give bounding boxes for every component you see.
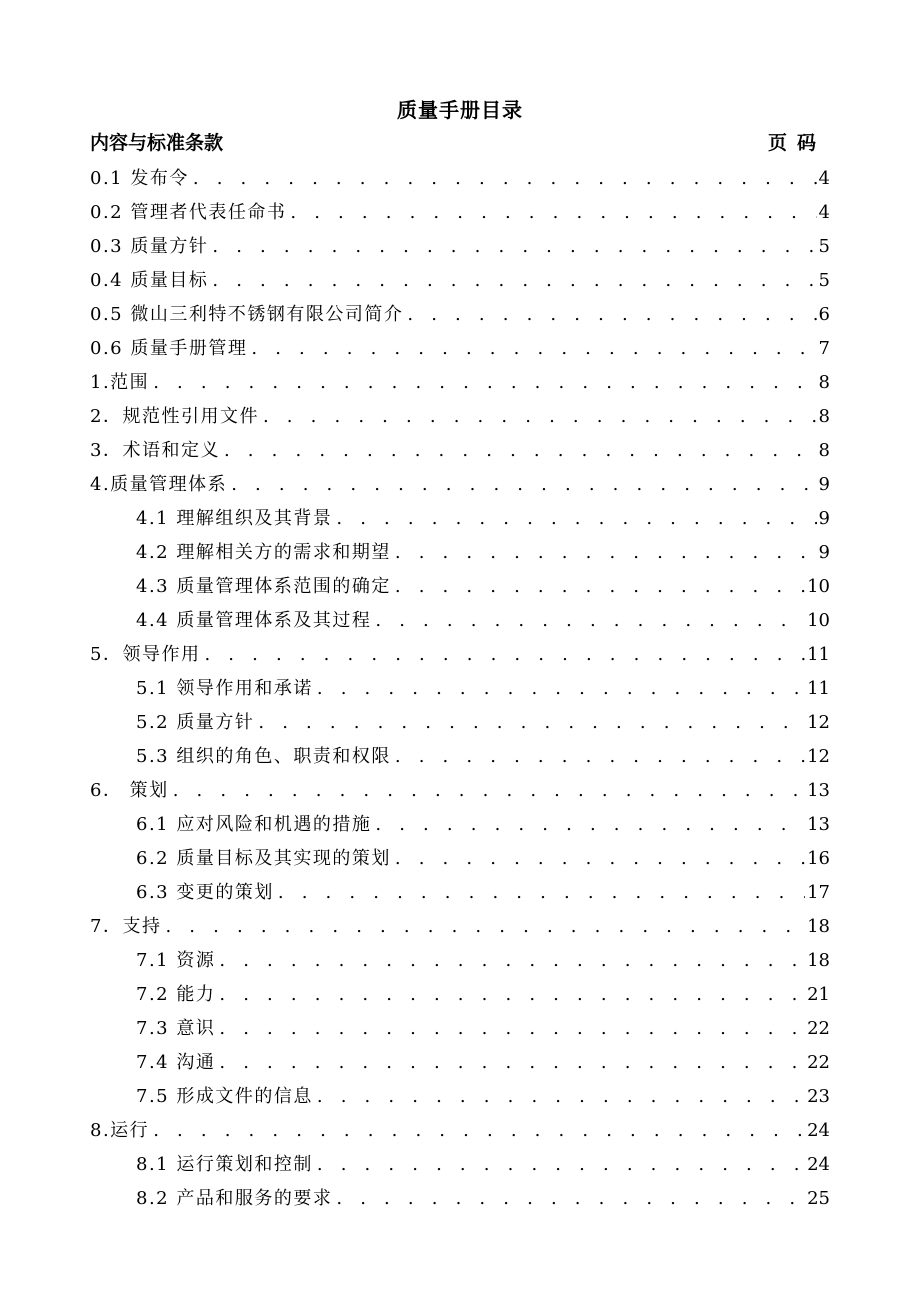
toc-entry[interactable] (90, 910, 830, 944)
toc-entry[interactable] (90, 842, 830, 876)
toc-header-content: 内容与标准条款 (90, 132, 224, 154)
toc-dot-leader (391, 570, 805, 604)
toc-dot-leader (189, 162, 817, 196)
toc-dot-leader (215, 978, 805, 1012)
toc-entry-label: 6.1 应对风险和机遇的措施 (136, 814, 372, 835)
toc-entry[interactable] (90, 944, 830, 978)
toc-entry-label: 8.1 运行策划和控制 (136, 1154, 313, 1175)
toc-entry-label: 8.2 产品和服务的要求 (136, 1188, 333, 1209)
toc-dot-leader (371, 808, 805, 842)
toc-dot-leader (161, 910, 805, 944)
toc-entry-page-number: 21 (807, 984, 830, 1005)
toc-dot-leader (220, 434, 817, 468)
toc-entry-page-number: 17 (807, 882, 830, 903)
toc-entry-label: 5．领导作用 (90, 644, 201, 665)
toc-entry-page-number: 13 (807, 780, 830, 801)
toc-entry[interactable] (90, 536, 830, 570)
toc-entry-label: 4.1 理解组织及其背景 (136, 508, 333, 529)
toc-dot-leader (313, 672, 805, 706)
toc-dot-leader (208, 264, 816, 298)
toc-entry-page-number: 9 (818, 508, 830, 529)
toc-dot-leader (259, 400, 817, 434)
toc-entry[interactable] (90, 740, 830, 774)
toc-entry[interactable] (90, 366, 830, 400)
toc-entry-label: 0.1 发布令 (90, 168, 189, 189)
toc-entry-label: 7.1 资源 (136, 950, 216, 971)
toc-dot-leader (215, 944, 805, 978)
toc-entry-page-number: 23 (807, 1086, 830, 1107)
toc-entry-page-number: 24 (807, 1120, 830, 1141)
toc-entry[interactable] (90, 264, 830, 298)
toc-entry[interactable] (90, 196, 830, 230)
toc-dot-leader (149, 1114, 805, 1148)
toc-entry[interactable] (90, 604, 830, 638)
toc-dot-leader (149, 366, 816, 400)
toc-entry-label: 2．规范性引用文件 (90, 406, 259, 427)
toc-entry-page-number: 11 (807, 644, 830, 665)
toc-entry[interactable] (90, 638, 830, 672)
toc-dot-leader (208, 230, 816, 264)
toc-dot-leader (391, 842, 805, 876)
toc-header-page: 页码 (767, 132, 826, 154)
toc-entry-label: 8.运行 (90, 1120, 150, 1141)
toc-entry[interactable] (90, 230, 830, 264)
toc-entry[interactable] (90, 468, 830, 502)
toc-entry-page-number: 5 (818, 270, 830, 291)
toc-entry-page-number: 24 (807, 1154, 830, 1175)
toc-dot-leader (403, 298, 816, 332)
toc-entry[interactable] (90, 1012, 830, 1046)
toc-dot-leader (313, 1148, 805, 1182)
toc-entry[interactable] (90, 672, 830, 706)
toc-dot-leader (313, 1080, 805, 1114)
toc-entry[interactable] (90, 1046, 830, 1080)
toc-entry-page-number: 9 (818, 542, 830, 563)
toc-dot-leader (215, 1012, 805, 1046)
toc-entry-page-number: 6 (818, 304, 830, 325)
toc-entry-label: 7．支持 (90, 916, 162, 937)
toc-entry-page-number: 7 (818, 338, 830, 359)
toc-entry-page-number: 25 (807, 1188, 830, 1209)
toc-dot-leader (247, 332, 816, 366)
toc-entry-page-number: 12 (807, 746, 830, 767)
toc-entry-label: 0.6 质量手册管理 (90, 338, 248, 359)
toc-entry[interactable] (90, 298, 830, 332)
toc-entry[interactable] (90, 808, 830, 842)
toc-entry-label: 7.3 意识 (136, 1018, 216, 1039)
toc-entry-label: 7.5 形成文件的信息 (136, 1086, 313, 1107)
toc-entry[interactable] (90, 434, 830, 468)
toc-entry-page-number: 22 (807, 1052, 830, 1073)
toc-dot-leader (371, 604, 805, 638)
toc-entry-page-number: 9 (818, 474, 830, 495)
toc-dot-leader (227, 468, 816, 502)
toc-entry-page-number: 10 (807, 610, 830, 631)
toc-entry-label: 0.2 管理者代表任命书 (90, 202, 287, 223)
toc-entry-page-number: 8 (818, 372, 830, 393)
toc-entry-label: 7.4 沟通 (136, 1052, 216, 1073)
toc-entry[interactable] (90, 1182, 830, 1216)
toc-entry[interactable] (90, 400, 830, 434)
toc-entry-label: 0.3 质量方针 (90, 236, 209, 257)
toc-dot-leader (200, 638, 805, 672)
toc-entry[interactable] (90, 706, 830, 740)
toc-entry-label: 1.范围 (90, 372, 150, 393)
toc-entry[interactable] (90, 502, 830, 536)
toc-entry-label: 5.2 质量方针 (136, 712, 255, 733)
toc-entry-label: 4.2 理解相关方的需求和期望 (136, 542, 391, 563)
toc-dot-leader (254, 706, 805, 740)
toc-entry-label: 3．术语和定义 (90, 440, 220, 461)
toc-entry-label: 5.1 领导作用和承诺 (136, 678, 313, 699)
toc-entry[interactable] (90, 876, 830, 910)
toc-dot-leader (169, 774, 805, 808)
toc-dot-leader (332, 1182, 805, 1216)
toc-entry-page-number: 11 (807, 678, 830, 699)
toc-entry[interactable] (90, 1148, 830, 1182)
toc-dot-leader (391, 740, 805, 774)
table-of-contents (90, 162, 830, 1216)
toc-entry-page-number: 4 (818, 202, 830, 223)
toc-entry[interactable] (90, 332, 830, 366)
toc-dot-leader (274, 876, 805, 910)
toc-header (90, 128, 826, 156)
toc-entry-page-number: 8 (818, 406, 830, 427)
toc-entry[interactable] (90, 162, 830, 196)
toc-entry-label: 7.2 能力 (136, 984, 216, 1005)
toc-dot-leader (215, 1046, 805, 1080)
toc-entry-label: 6． 策划 (90, 780, 169, 801)
toc-entry-label: 0.4 质量目标 (90, 270, 209, 291)
toc-entry[interactable] (90, 978, 830, 1012)
toc-entry-page-number: 4 (818, 168, 830, 189)
toc-entry-label: 6.2 质量目标及其实现的策划 (136, 848, 391, 869)
toc-entry[interactable] (90, 1080, 830, 1114)
toc-entry-page-number: 16 (807, 848, 830, 869)
toc-entry-label: 0.5 微山三利特不锈钢有限公司简介 (90, 304, 404, 325)
toc-dot-leader (332, 502, 816, 536)
toc-entry-page-number: 10 (807, 576, 830, 597)
toc-entry-page-number: 13 (807, 814, 830, 835)
toc-entry-page-number: 12 (807, 712, 830, 733)
toc-entry-label: 5.3 组织的角色、职责和权限 (136, 746, 391, 767)
toc-entry[interactable] (90, 1114, 830, 1148)
toc-entry[interactable] (90, 570, 830, 604)
toc-dot-leader (391, 536, 817, 570)
page-title: 质量手册目录 (397, 98, 523, 122)
toc-entry-label: 4.质量管理体系 (90, 474, 228, 495)
toc-entry-page-number: 18 (807, 950, 830, 971)
toc-dot-leader (286, 196, 816, 230)
toc-entry-label: 6.3 变更的策划 (136, 882, 274, 903)
toc-entry-page-number: 8 (818, 440, 830, 461)
toc-entry-page-number: 22 (807, 1018, 830, 1039)
toc-entry-label: 4.3 质量管理体系范围的确定 (136, 576, 391, 597)
toc-entry-page-number: 18 (807, 916, 830, 937)
toc-entry-page-number: 5 (818, 236, 830, 257)
toc-entry-label: 4.4 质量管理体系及其过程 (136, 610, 372, 631)
toc-entry[interactable] (90, 774, 830, 808)
